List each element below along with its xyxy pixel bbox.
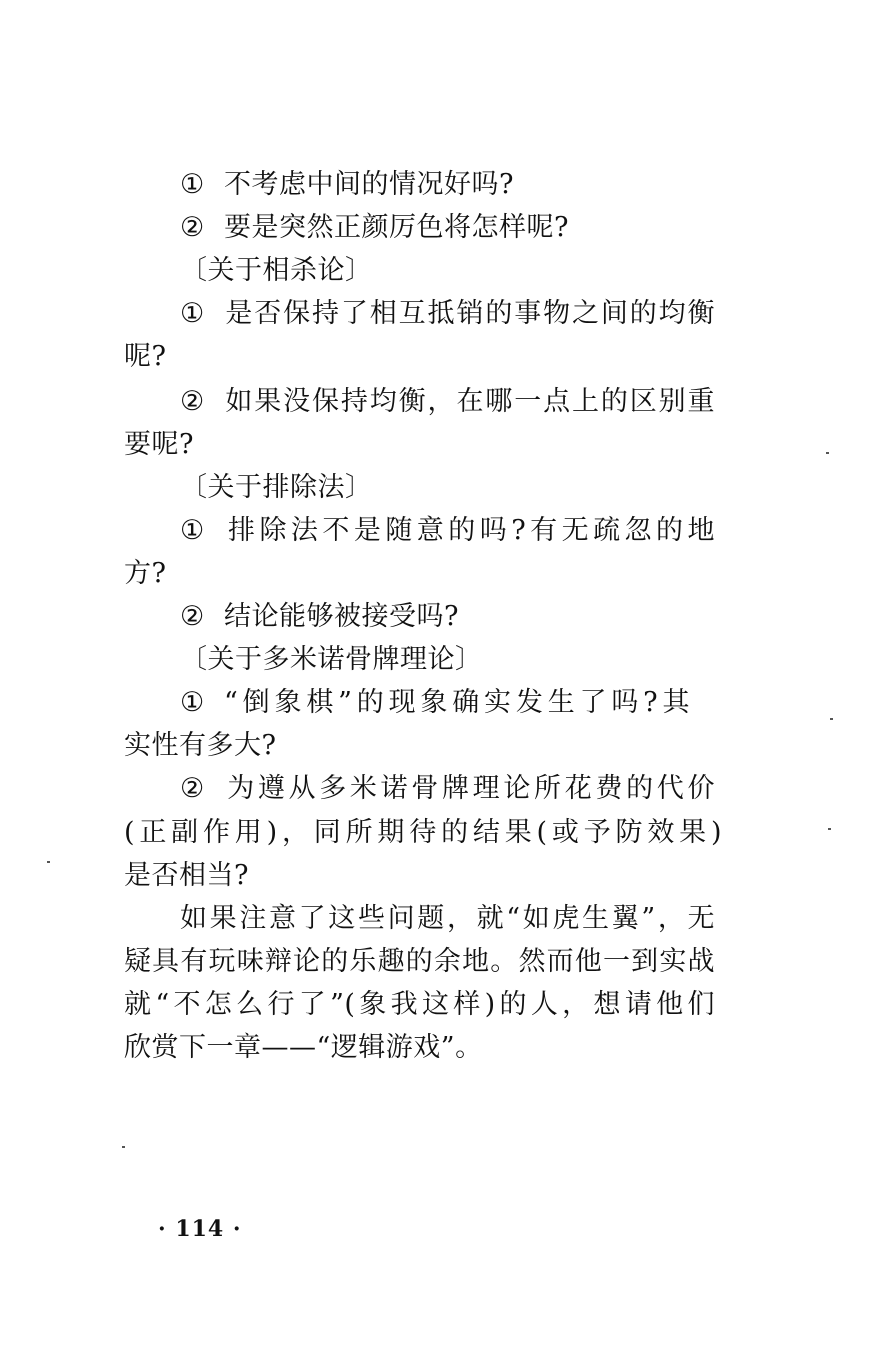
scan-speck — [830, 718, 833, 720]
list-item — [180, 297, 715, 331]
scan-speck — [828, 828, 831, 830]
page-number: · 114 · — [158, 1216, 242, 1242]
list-marker: ② — [180, 386, 205, 417]
line-text: 排除法不是随意的吗?有无疏忽的地 — [224, 515, 715, 546]
list-item — [180, 211, 569, 245]
line-text: 要是突然正颜厉色将怎样呢? — [224, 212, 569, 243]
paragraph-line: (正副作用)，同所期待的结果(或予防效果) — [124, 817, 722, 848]
paragraph-line: 是否相当? — [124, 860, 249, 891]
paragraph-line: 方? — [124, 558, 167, 589]
list-item — [180, 772, 715, 806]
paragraph-line: 呢? — [124, 341, 167, 372]
list-marker: ② — [180, 601, 205, 632]
paragraph-line: 实性有多大? — [124, 730, 277, 761]
list-marker: ① — [180, 169, 205, 200]
line-text: 如果没保持均衡，在哪一点上的区别重 — [224, 386, 715, 417]
list-marker: ② — [180, 773, 205, 804]
line-text: 为遵从多米诺骨牌理论所花费的代价 — [224, 773, 715, 804]
paragraph-line: 就“不怎么行了”(象我这样)的人，想请他们 — [124, 989, 715, 1020]
section-heading: 〔关于多米诺骨牌理论〕 — [180, 644, 483, 675]
list-marker: ① — [180, 515, 205, 546]
list-item — [180, 686, 690, 720]
paragraph-line: 如果注意了这些问题，就“如虎生翼”，无 — [180, 903, 715, 934]
scan-speck — [47, 861, 50, 863]
line-text: “倒象棋”的现象确实发生了吗?其 — [224, 687, 690, 718]
list-marker: ② — [180, 212, 205, 243]
line-text: 是否保持了相互抵销的事物之间的均衡 — [224, 298, 715, 329]
section-heading: 〔关于相杀论〕 — [180, 255, 373, 286]
list-item — [180, 600, 459, 634]
section-heading: 〔关于排除法〕 — [180, 472, 373, 503]
scan-speck — [826, 452, 829, 454]
paragraph-line: 欣赏下一章——“逻辑游戏”。 — [124, 1032, 483, 1063]
list-item — [180, 385, 715, 419]
list-marker: ① — [180, 298, 205, 329]
list-item — [180, 514, 715, 548]
paragraph-line: 疑具有玩味辩论的乐趣的余地。然而他一到实战 — [124, 946, 715, 977]
list-marker: ① — [180, 687, 205, 718]
list-item — [180, 168, 514, 202]
paragraph-line: 要呢? — [124, 429, 194, 460]
line-text: 结论能够被接受吗? — [224, 601, 459, 632]
scan-speck — [122, 1146, 125, 1148]
line-text: 不考虑中间的情况好吗? — [224, 169, 514, 200]
